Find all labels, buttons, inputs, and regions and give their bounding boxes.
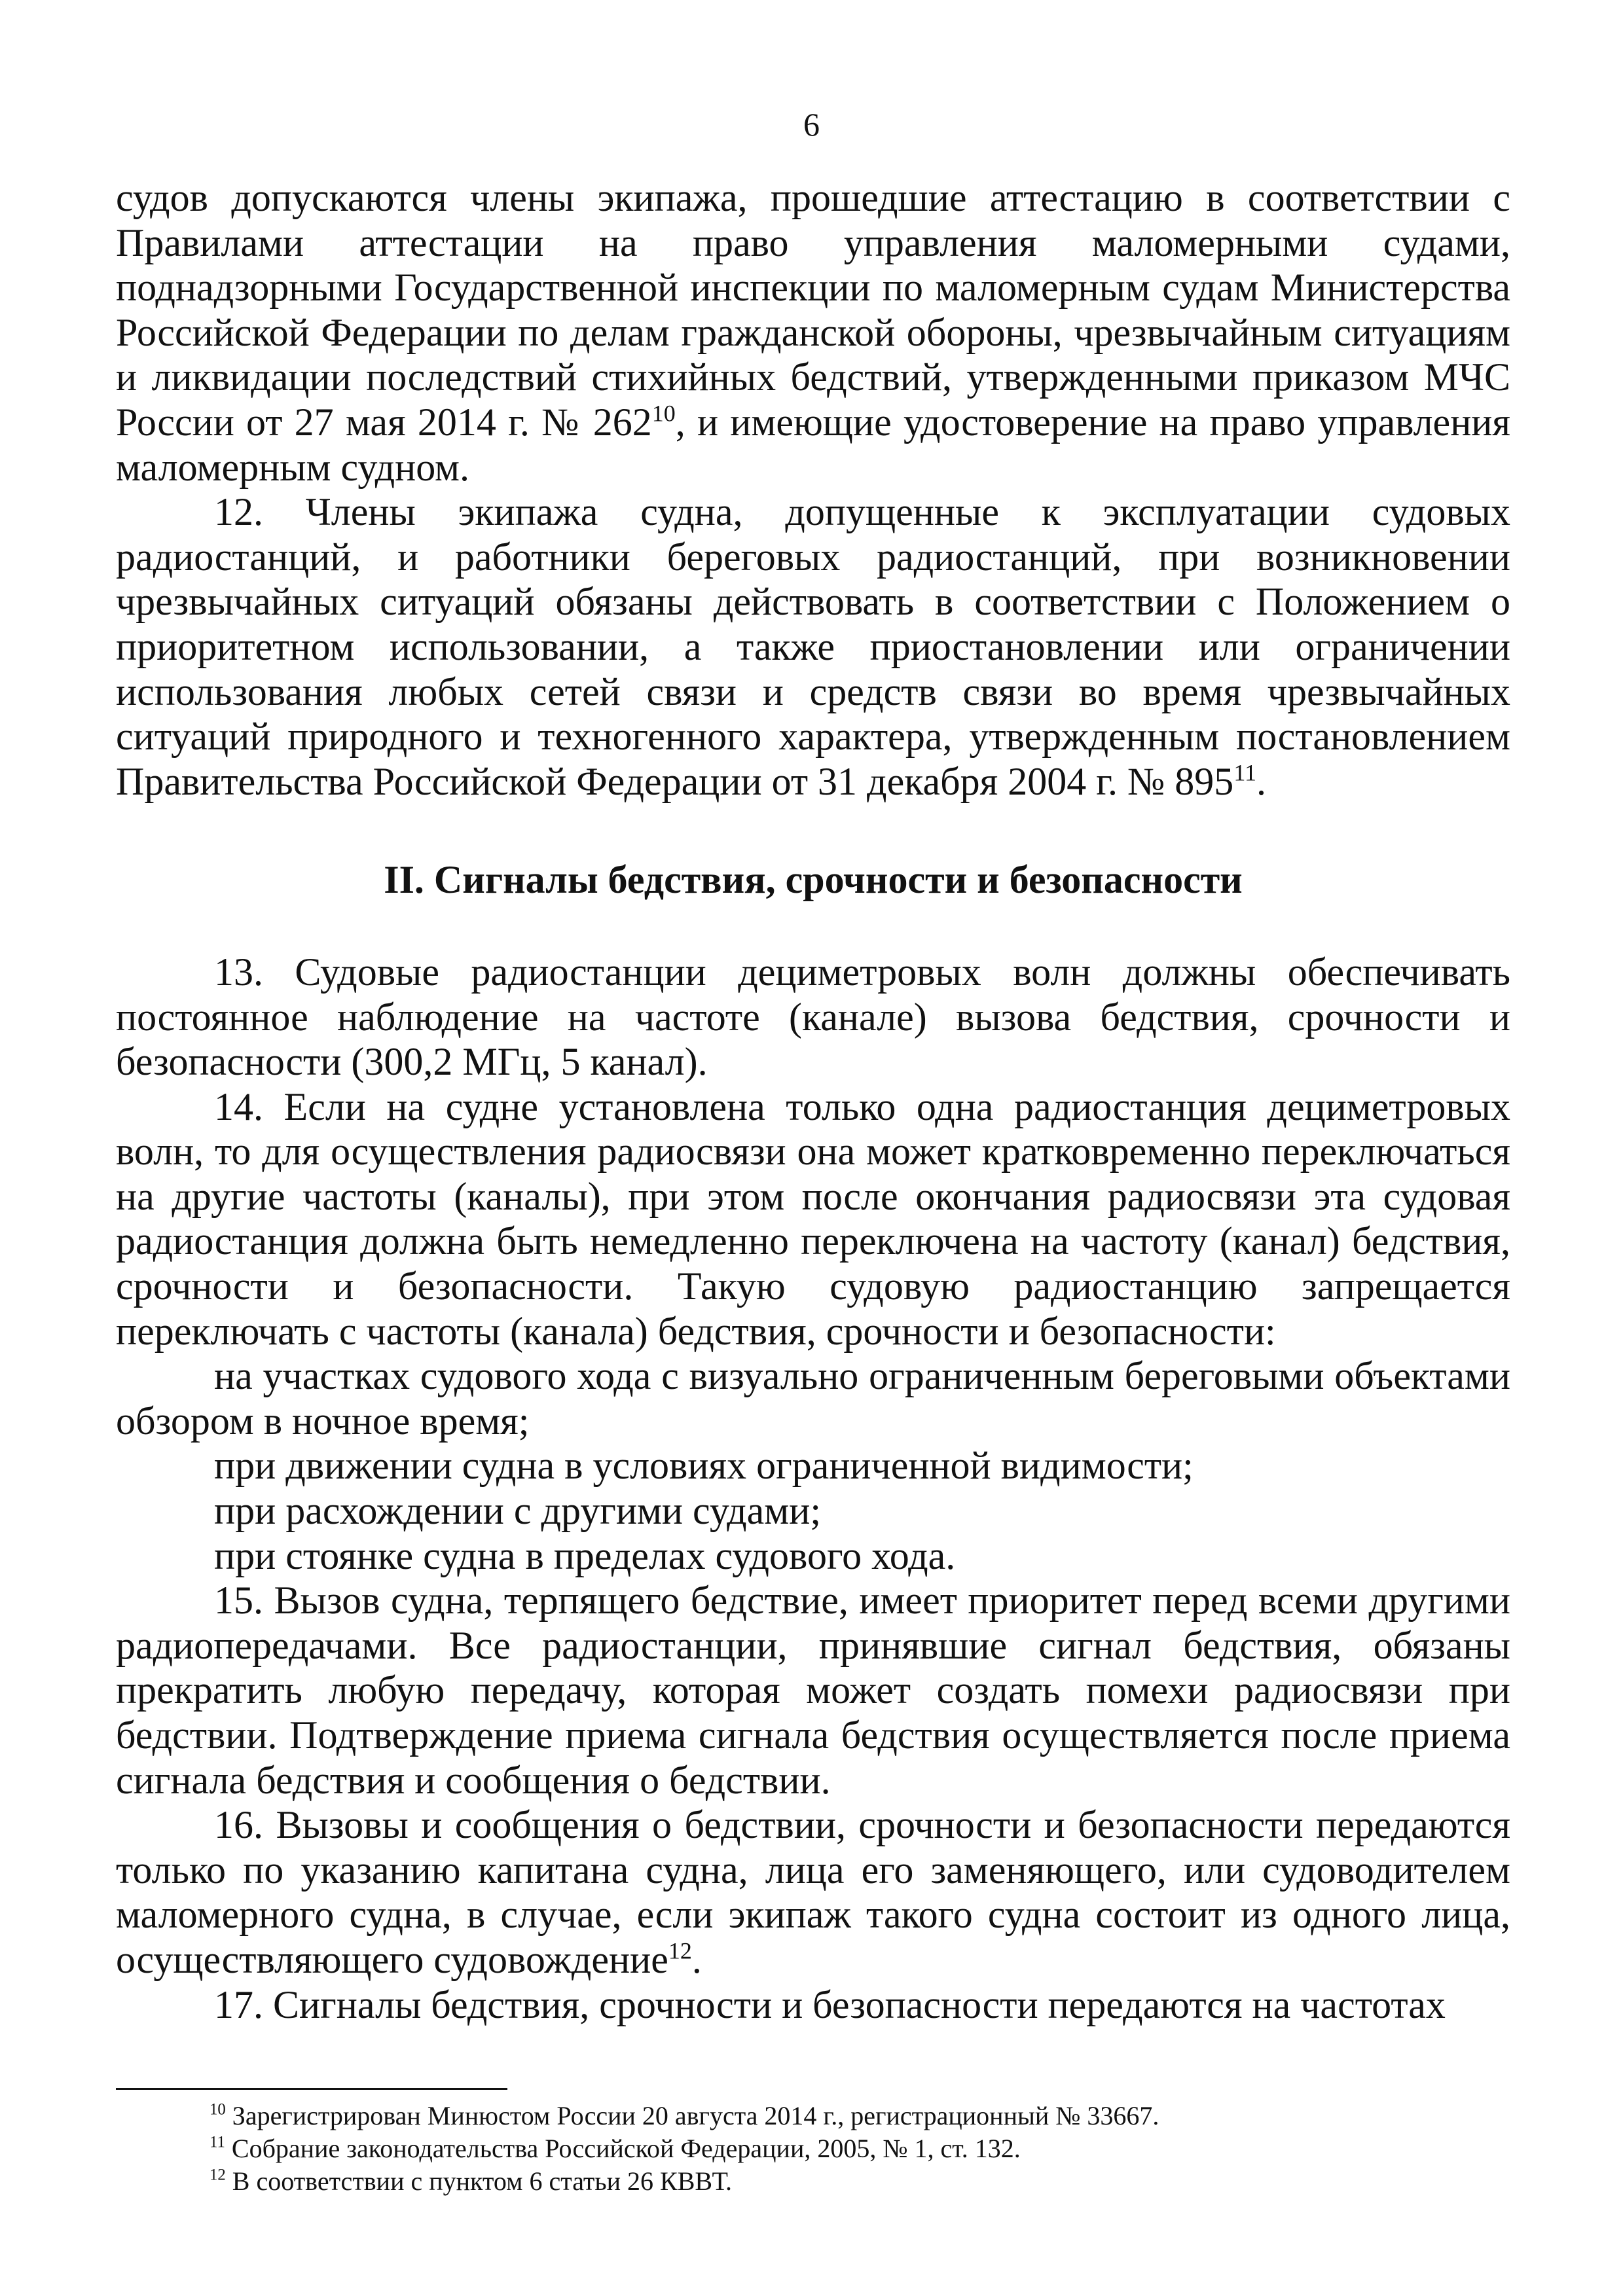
body-text bbox=[116, 175, 1510, 2027]
paragraph-12 bbox=[116, 490, 1510, 804]
paragraph-tail: , и имеющие удостоверение на право управления маломерным судном. bbox=[116, 400, 1511, 489]
list-item-night-view: на участках судового хода с визуально ограниченным береговыми объектами обзором в ночное время; bbox=[116, 1354, 1510, 1443]
paragraph-tail: . bbox=[691, 1937, 702, 1981]
footnote-ref-12[interactable]: 12 bbox=[668, 1937, 692, 1964]
paragraph-14: 14. Если на судне установлена только одна радиостанция дециметровых волн, то для осуществления радиосвязи она может кратковременно переключаться на другие частоты (каналы), при этом после окончания радиосвязи эта судовая радиостанция должна быть немедленно переключена на частоту (канал) бедствия, срочности и безопасности. Такую судовую радиостанцию запрещается переключать с частоты (канала) бедствия, срочности и безопасности: bbox=[116, 1085, 1510, 1353]
paragraph-text: 16. Вызовы и сообщения о бедствии, срочности и безопасности передаются только по указанию капитана судна, лица его заменяющего, или судоводителем маломерного судна, в случае, если экипаж такого судна состоит из одного лица, осуществляющего судовождение bbox=[116, 1803, 1510, 1981]
paragraph-tail: . bbox=[1256, 759, 1266, 803]
footnote-10 bbox=[210, 2100, 1512, 2132]
footnote-mark: 12 bbox=[210, 2166, 226, 2184]
section-heading: II. Сигналы бедствия, срочности и безопасности bbox=[384, 858, 1243, 902]
footnote-divider bbox=[116, 2088, 507, 2090]
footnotes bbox=[210, 2100, 1512, 2198]
paragraph-text: судов допускаются члены экипажа, прошедшие аттестацию в соответствии с Правилами аттестации на право управления маломерными судами, поднадзорными Государственной инспекции по маломерным судам Министерства Российской Федерации по делам гражданской обороны, чрезвычайным ситуациям и ликвидации последствий стихийных бедствий, утвержденными приказом МЧС России от 27 мая 2014 г. № 262 bbox=[116, 176, 1510, 444]
paragraph-15: 15. Вызов судна, терпящего бедствие, имеет приоритет перед всеми другими радиопередачами. Все радиостанции, принявшие сигнал бедствия, обязаны прекратить любую передачу, которая может создать помехи радиосвязи при бедствии. Подтверждение приема сигнала бедствия осуществляется после приема сигнала бедствия и сообщения о бедствии. bbox=[116, 1579, 1510, 1802]
paragraph-17: 17. Сигналы бедствия, срочности и безопасности передаются на частотах bbox=[214, 1982, 1446, 2026]
paragraph-13: 13. Судовые радиостанции дециметровых волн должны обеспечивать постоянное наблюдение на частоте (канале) вызова бедствия, срочности и безопасности (300,2 МГц, 5 канал). bbox=[116, 950, 1510, 1084]
paragraph-text: 12. Члены экипажа судна, допущенные к эксплуатации судовых радиостанций, и работники береговых радиостанций, при возникновении чрезвычайных ситуаций обязаны действовать в соответствии с Положением о приоритетном использовании, а также приостановлении или ограничении использования любых сетей связи и средств связи во время чрезвычайных ситуаций природного и техногенного характера, утвержденным постановлением Правительства Российской Федерации от 31 декабря 2004 г. № 895 bbox=[116, 490, 1510, 803]
paragraph-16 bbox=[116, 1803, 1510, 1982]
footnote-text: В соответствии с пунктом 6 статьи 26 КВВТ. bbox=[225, 2166, 732, 2196]
footnote-12 bbox=[210, 2165, 1512, 2198]
list-item-low-visibility: при движении судна в условиях ограниченной видимости; bbox=[214, 1444, 1194, 1488]
list-item-anchoring: при стоянке судна в пределах судового хода. bbox=[214, 1534, 956, 1577]
list-item-passing: при расхождении с другими судами; bbox=[214, 1489, 821, 1533]
footnote-mark: 10 bbox=[210, 2100, 226, 2119]
footnote-11 bbox=[210, 2132, 1512, 2165]
footnote-ref-11[interactable]: 11 bbox=[1233, 759, 1256, 786]
footnote-ref-10[interactable]: 10 bbox=[651, 400, 676, 427]
footnote-mark: 11 bbox=[210, 2133, 225, 2151]
paragraph-continuation bbox=[116, 175, 1510, 490]
footnote-text: Зарегистрирован Минюстом России 20 августа 2014 г., регистрационный № 33667. bbox=[225, 2101, 1159, 2130]
page-number: 6 bbox=[803, 106, 820, 143]
footnote-text: Собрание законодательства Российской Федерации, 2005, № 1, ст. 132. bbox=[225, 2134, 1021, 2163]
